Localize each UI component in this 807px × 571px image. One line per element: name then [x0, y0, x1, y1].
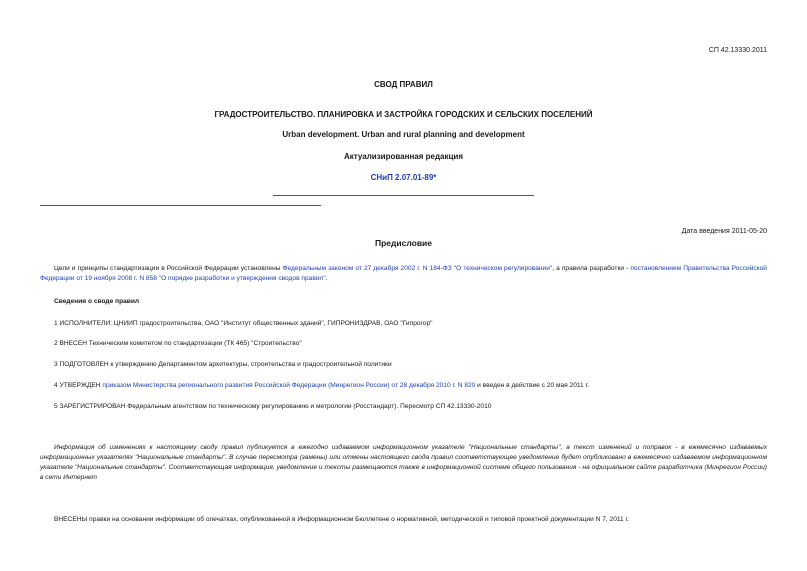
preface-heading: Предисловие: [374, 238, 433, 248]
info-item-approved: [54, 382, 589, 389]
changes-notice-paragraph: Информация об изменениях к настоящему своду правил публикуется в ежегодно издаваемом информационном указателе "Национальные стандарты", а текст изменений и поправок - в ежемесячно издаваемых информационных указателях "Национальные стандарты". В случае пересмотра (замены) или отмены настоящего свода правил соответствующее уведомление будет опубликовано в ежемесячно издаваемом информационном указателе "Национальные стандарты". Соответствующая информация, уведомление и тексты размещаются также в информационной системе общего пользования - на официальном сайте разработчика (Минрегион России) в сети Интернет: [40, 444, 767, 481]
section-divider: [40, 205, 321, 206]
doc-title-en: Urban development. Urban and rural planning and development: [282, 130, 525, 139]
title-divider: [273, 195, 534, 196]
preface-text-c: .: [325, 275, 328, 282]
doc-type-title: СВОД ПРАВИЛ: [374, 80, 433, 89]
amendments-text: правки на основании информации об опечатках, опубликованной в Информационном Бюллетене о нормативной, методической и типовой проектной документации N 7, 2011 г.: [87, 516, 629, 523]
government-decree-link[interactable]: постановлением Правительства Российской Федерации от 19 ноября 2008 г. N 858 "О порядке разработки и утверждения сводов правил": [40, 265, 767, 282]
introduction-date: Дата введения 2011-05-20: [681, 228, 767, 235]
ministry-order-link[interactable]: приказом Министерства регионального развития Российской Федерации (Минрегион России) от 28 декабря 2010 г. N 820: [102, 382, 476, 389]
info-item-registered: 5 ЗАРЕГИСТРИРОВАН Федеральным агентством по техническому регулированию и метрологии (Росстандарт). Пересмотр СП 42.13330-2010: [54, 403, 492, 410]
document-code: СП 42.13330.2011: [708, 47, 767, 54]
snip-link[interactable]: СНиП 2.07.01-89*: [370, 173, 437, 182]
preface-text-a: Цели и принципы стандартизации в Российской Федерации установлены: [54, 265, 283, 272]
info-item-introduced: 2 ВНЕСЕН Техническим комитетом по стандартизации (ТК 465) "Строительство": [54, 340, 302, 347]
federal-law-link[interactable]: Федеральным законом от 27 декабря 2002 г. N 184-ФЗ "О техническом регулировании": [282, 265, 553, 272]
info-item-prepared: 3 ПОДГОТОВЛЕН к утверждению Департаментом архитектуры, строительства и градостроительной политики: [54, 361, 392, 368]
preface-text-b: , а правила разработки -: [552, 265, 631, 272]
info-heading: Сведения о своде правил: [54, 298, 140, 305]
amendments-label: ВНЕСЕНЫ: [54, 516, 88, 523]
edition-label: Актуализированная редакция: [344, 152, 463, 161]
info-item-executors: 1 ИСПОЛНИТЕЛИ: ЦНИИП градостроительства, ОАО "Институт общественных зданий", ГИПРОНИЗДРАВ, ОАО "Гипрогор": [54, 320, 433, 327]
approved-text-a: 4 УТВЕРЖДЕН: [54, 382, 103, 389]
approved-text-b: и введен в действие с 20 мая 2011 г.: [475, 382, 589, 389]
preface-paragraph: [40, 264, 767, 284]
amendments-note: [54, 516, 629, 523]
doc-title-ru: ГРАДОСТРОИТЕЛЬСТВО. ПЛАНИРОВКА И ЗАСТРОЙКА ГОРОДСКИХ И СЕЛЬСКИХ ПОСЕЛЕНИЙ: [214, 110, 593, 119]
